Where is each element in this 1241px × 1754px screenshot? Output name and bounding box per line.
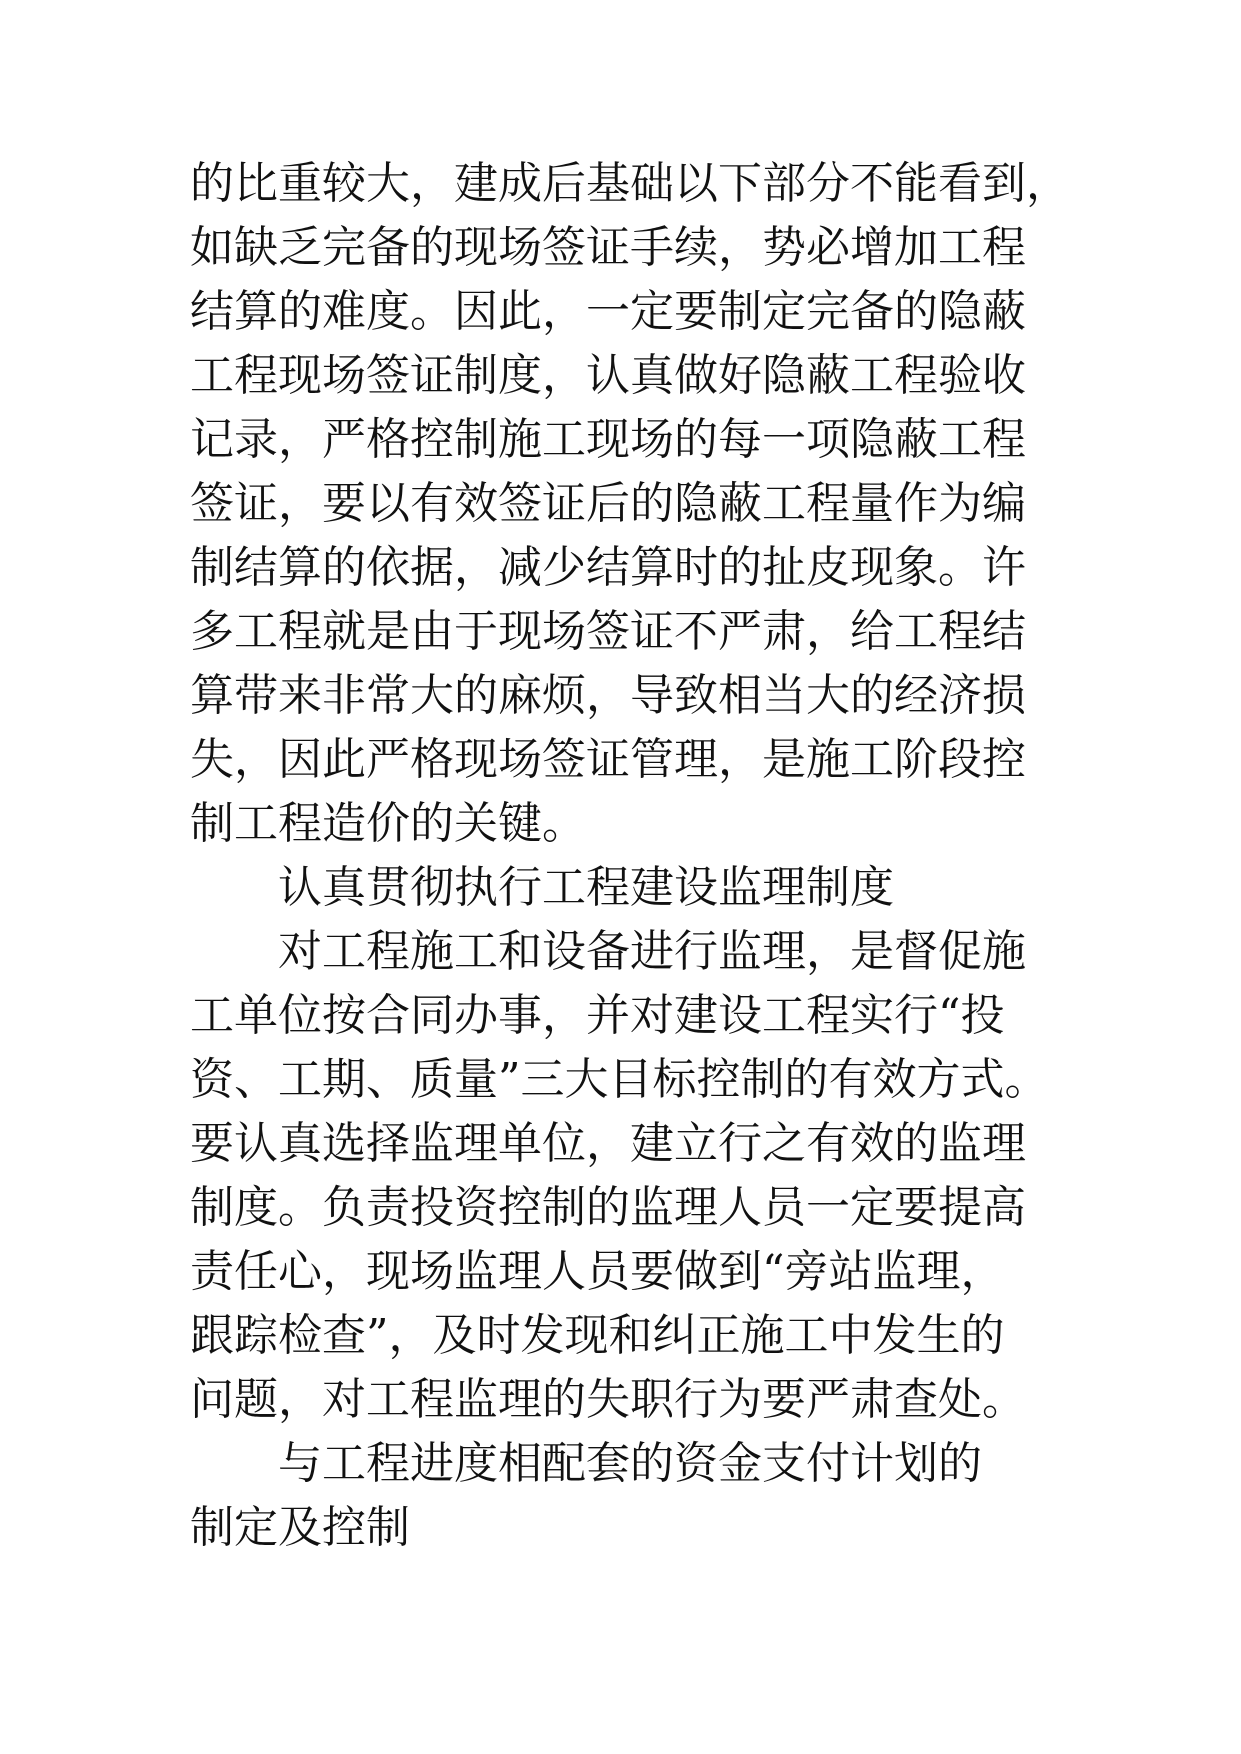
text-line: 失，因此严格现场签证管理，是施工阶段控 (190, 734, 1026, 785)
text-line: 如缺乏完备的现场签证手续，势必增加工程 (190, 222, 1026, 273)
text-line: 制度。负责投资控制的监理人员一定要提高 (190, 1182, 1026, 1233)
text-line: 的比重较大，建成后基础以下部分不能看到， (190, 158, 1070, 209)
text-line: 问题，对工程监理的失职行为要严肃查处。 (190, 1374, 1026, 1425)
text-line: 责任心，现场监理人员要做到“旁站监理， (190, 1246, 1005, 1297)
text-line: 制工程造价的关键。 (190, 798, 586, 849)
text-line: 算带来非常大的麻烦，导致相当大的经济损 (190, 670, 1026, 721)
text-line: 资、工期、质量”三大目标控制的有效方式。 (190, 1054, 1049, 1105)
section-heading-continuation: 制定及控制 (190, 1502, 410, 1553)
text-line: 记录，严格控制施工现场的每一项隐蔽工程 (190, 414, 1026, 465)
text-line: 要认真选择监理单位，建立行之有效的监理 (190, 1118, 1026, 1169)
text-line: 结算的难度。因此，一定要制定完备的隐蔽 (190, 286, 1026, 337)
text-line: 制结算的依据，减少结算时的扯皮现象。许 (190, 542, 1026, 593)
text-line: 工单位按合同办事，并对建设工程实行“投 (190, 990, 1005, 1041)
text-line: 跟踪检查”，及时发现和纠正施工中发生的 (190, 1310, 1005, 1361)
text-line: 工程现场签证制度，认真做好隐蔽工程验收 (190, 350, 1026, 401)
body-text (190, 152, 1090, 1560)
section-heading: 认真贯彻执行工程建设监理制度 (278, 862, 894, 913)
text-line: 签证，要以有效签证后的隐蔽工程量作为编 (190, 478, 1026, 529)
paragraph-first-line: 对工程施工和设备进行监理，是督促施 (278, 926, 1026, 977)
text-line: 多工程就是由于现场签证不严肃，给工程结 (190, 606, 1026, 657)
section-heading: 与工程进度相配套的资金支付计划的 (278, 1438, 982, 1489)
